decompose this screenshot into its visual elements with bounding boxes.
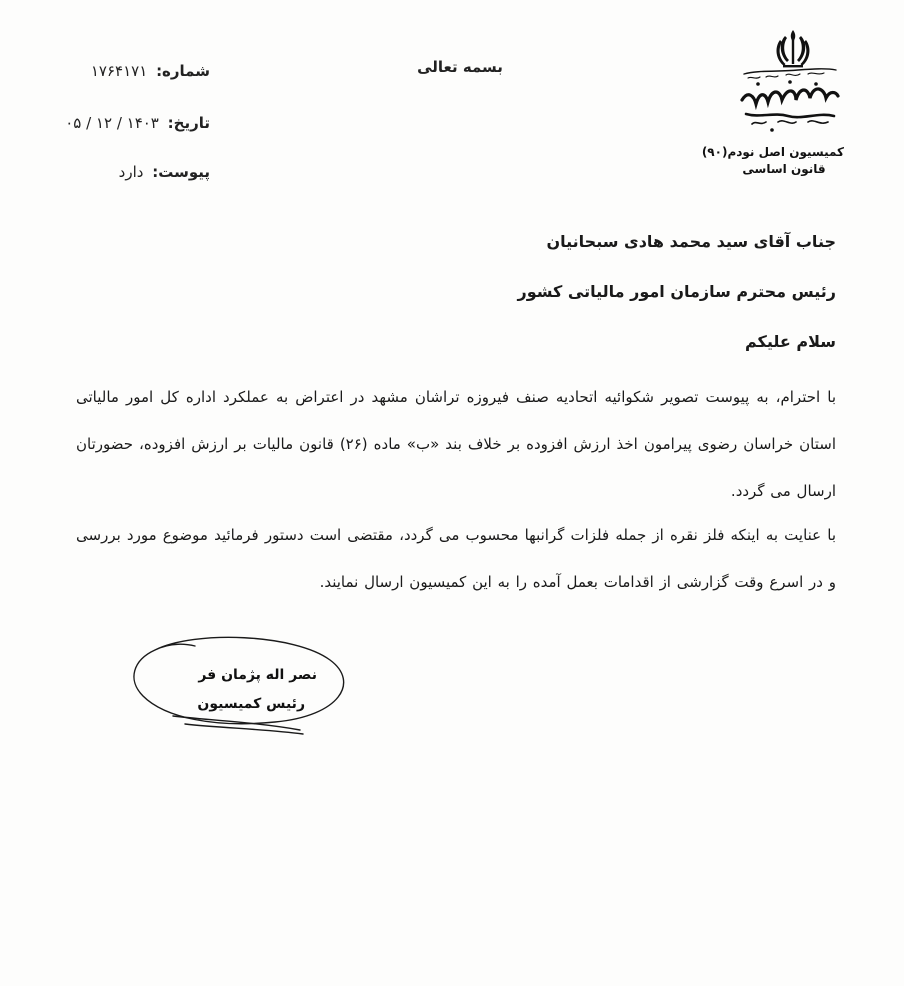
attachment-value: دارد	[118, 163, 144, 181]
basmala: بسمه تعالی	[417, 58, 503, 76]
addressee-title: رئیس محترم سازمان امور مالیاتی کشور	[517, 282, 836, 301]
addressee-name: جناب آقای سید محمد هادی سبحانیان	[546, 232, 836, 251]
greeting: سلام علیکم	[744, 332, 836, 351]
signatory-title: رئیس کمیسیون	[197, 696, 305, 712]
letter-attachment	[119, 163, 210, 181]
parliament-logo-script	[738, 60, 842, 140]
paragraph-1: با احترام، به پیوست تصویر شکوائیه اتحادیه صنف فیروزه تراشان مشهد در اعتراض به عملکرد اداره کل امور مالیاتی استان خراسان رضوی پیرامون اخذ ارزش افزوده بر خلاف بند «ب» ماده (۲۶) قانون مالیات بر ارزش افزوده، حضورتان ارسال می گردد.	[76, 388, 836, 500]
letter-number	[91, 62, 210, 80]
date-label: تاریخ:	[167, 114, 210, 132]
letter-date	[65, 114, 210, 132]
signatory-name: نصر اله پژمان فر	[198, 667, 317, 683]
commission-line-2: قانون اساسی	[742, 162, 826, 176]
attachment-label: پیوست:	[152, 163, 210, 181]
number-value: ۱۷۶۴۱۷۱	[90, 62, 148, 80]
commission-name	[701, 144, 844, 178]
signature-scribble	[125, 630, 365, 740]
commission-line-1: کمیسیون اصل نودم(۹۰)	[701, 145, 844, 159]
signature-block	[125, 630, 365, 740]
date-value: ۱۴۰۳ / ۱۲ / ۰۵	[65, 114, 159, 132]
number-label: شماره:	[156, 62, 210, 80]
paragraph-2: با عنایت به اینکه فلز نقره از جمله فلزات گرانبها محسوب می گردد، مقتضی است دستور فرمائید موضوع مورد بررسی و در اسرع وقت گزارشی از اقدامات بعمل آمده را به این کمیسیون ارسال نمایند.	[76, 526, 836, 591]
